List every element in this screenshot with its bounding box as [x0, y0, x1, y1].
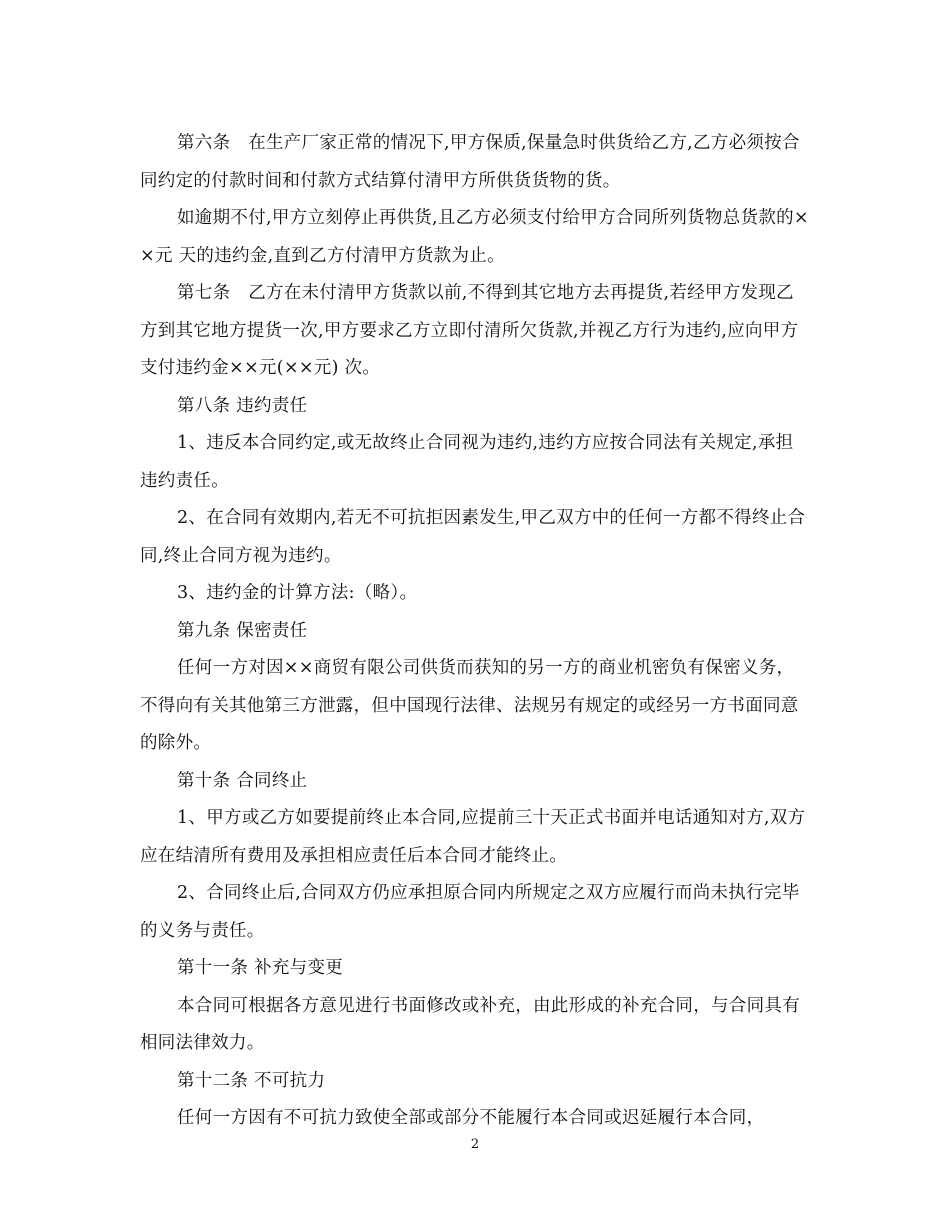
clause-12-heading: 第十二条 不可抗力	[177, 1070, 326, 1091]
clause-8-heading: 第八条 违约责任	[177, 395, 308, 416]
overdue-payment-paragraph: 如逾期不付,甲方立刻停止再供货,且乙方必须支付给甲方合同所列货物总货款的××元 天的违约金,直到乙方付清甲方货款为止。	[140, 208, 809, 266]
clause-10-heading: 第十条 合同终止	[177, 770, 308, 791]
clause-9-paragraph: 任何一方对因××商贸有限公司供货而获知的另一方的商业机密负有保密义务，不得向有关其他第三方泄露，但中国现行法律、法规另有规定的或经另一方书面同意的除外。	[140, 658, 799, 753]
clause-10-item-2: 2、合同终止后,合同双方仍应承担原合同内所规定之双方应履行而尚未执行完毕的义务与责任。	[140, 883, 800, 941]
clause-8-item-2: 2、在合同有效期内,若无不可抗拒因素发生,甲乙双方中的任何一方都不得终止合同,终止合同方视为违约。	[140, 508, 806, 566]
clause-6-paragraph: 第六条 在生产厂家正常的情况下,甲方保质,保量急时供货给乙方,乙方必须按合同约定的付款时间和付款方式结算付清甲方所供货货物的货。	[140, 133, 800, 191]
page-number: 2	[470, 1137, 480, 1152]
document-body	[140, 125, 810, 1138]
clause-9-heading: 第九条 保密责任	[177, 620, 308, 641]
clause-7-paragraph: 第七条 乙方在未付清甲方货款以前,不得到其它地方去再提货,若经甲方发现乙方到其它地方提货一次,甲方要求乙方立即付清所欠货款,并视乙方行为违约,应向甲方支付违约金××元(××元) 次。	[140, 283, 799, 378]
clause-10-item-1: 1、甲方或乙方如要提前终止本合同,应提前三十天正式书面并电话通知对方,双方应在结清所有费用及承担相应责任后本合同才能终止。	[140, 808, 806, 866]
clause-11-paragraph: 本合同可根据各方意见进行书面修改或补充，由此形成的补充合同，与合同具有相同法律效力。	[140, 995, 800, 1053]
clause-12-paragraph: 任何一方因有不可抗力致使全部或部分不能履行本合同或迟延履行本合同，	[177, 1108, 765, 1128]
clause-11-heading: 第十一条 补充与变更	[177, 958, 344, 978]
clause-8-item-3: 3、违约金的计算方法:（略）。	[177, 583, 418, 603]
clause-8-item-1: 1、违反本合同约定,或无故终止合同视为违约,违约方应按合同法有关规定,承担违约责任。	[140, 433, 794, 491]
